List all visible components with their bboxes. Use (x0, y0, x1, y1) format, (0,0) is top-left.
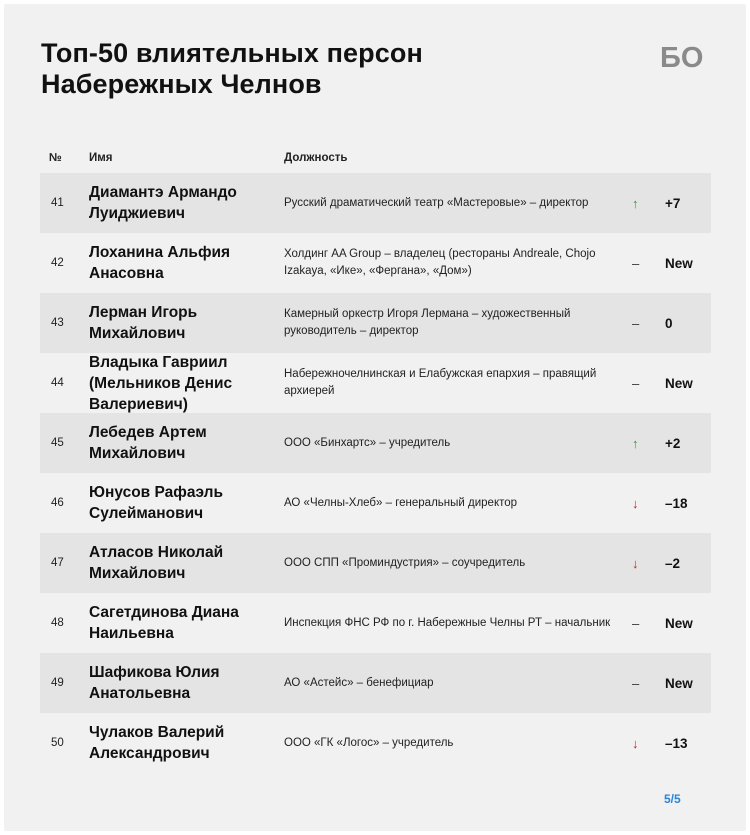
rank-change: 0 (665, 315, 673, 331)
row-number: 42 (51, 257, 64, 269)
header-position: Должность (284, 152, 348, 164)
person-name: Владыка Гавриил (Мельников Денис Валериевич) (89, 353, 233, 413)
person-name: Юнусов Рафаэль Сулейманович (89, 484, 223, 522)
header-num: № (49, 152, 62, 164)
arrow-up-icon: ↑ (632, 195, 639, 211)
person-name: Сагетдинова Диана Наильевна (89, 604, 239, 642)
arrow-down-icon: ↓ (632, 495, 639, 511)
row-number: 45 (51, 437, 64, 449)
rank-change: New (665, 615, 693, 631)
person-position: Набережночелнинская и Елабужская епархия – правящий архиерей (284, 368, 597, 397)
table-row (40, 353, 711, 413)
table-row (40, 533, 711, 593)
rank-change: –2 (665, 555, 681, 571)
person-name: Лерман Игорь Михайлович (89, 304, 198, 342)
row-number: 41 (51, 197, 64, 209)
person-name: Атласов Николай Михайлович (89, 544, 224, 582)
person-position: Холдинг AA Group – владелец (рестораны Andreale, Chojo Izakaya, «Ике», «Фергана», «Дом») (284, 248, 596, 277)
person-position: АО «Астейс» – бенефициар (284, 676, 434, 689)
person-name: Шафикова Юлия Анатольевна (89, 664, 220, 702)
table-row (40, 713, 711, 773)
arrow-up-icon: ↑ (632, 435, 639, 451)
row-number: 43 (51, 317, 64, 329)
row-number: 44 (51, 377, 64, 389)
person-name: Чулаков Валерий Александрович (89, 724, 225, 762)
rank-change: New (665, 375, 693, 391)
dash-icon: – (632, 615, 640, 631)
page-indicator: 5/5 (664, 792, 681, 806)
person-name: Лоханина Альфия Анасовна (89, 244, 231, 282)
arrow-down-icon: ↓ (632, 735, 639, 751)
person-name: Лебедев Артем Михайлович (89, 424, 207, 462)
table-row (40, 413, 711, 473)
rank-change: New (665, 255, 693, 271)
rank-change: +2 (665, 435, 681, 451)
person-position: ООО «Бинхартс» – учредитель (284, 436, 451, 449)
rank-change: –18 (665, 495, 688, 511)
dash-icon: – (632, 255, 640, 271)
table-row (40, 653, 711, 713)
logo-text: БО (660, 42, 704, 72)
person-position: Русский драматический театр «Мастеровые» – директор (284, 196, 589, 209)
row-number: 50 (51, 737, 64, 749)
person-position: АО «Челны-Хлеб» – генеральный директор (284, 496, 518, 509)
table-row (40, 293, 711, 353)
rank-change: New (665, 675, 693, 691)
table-row (40, 593, 711, 653)
page-title: Топ-50 влиятельных персон Набережных Челнов (41, 38, 423, 99)
bo-logo-icon (660, 42, 712, 72)
dash-icon: – (632, 315, 640, 331)
table-row (40, 473, 711, 533)
row-number: 47 (51, 557, 64, 569)
arrow-down-icon: ↓ (632, 555, 639, 571)
dash-icon: – (632, 675, 640, 691)
person-name: Диамантэ Армандо Луиджиевич (89, 184, 237, 222)
person-position: ООО СПП «Проминдустрия» – соучредитель (284, 556, 526, 569)
rank-change: –13 (665, 735, 688, 751)
row-number: 48 (51, 617, 64, 629)
rank-change: +7 (665, 195, 681, 211)
person-position: ООО «ГК «Логос» – учредитель (284, 736, 454, 749)
table-row (40, 233, 711, 293)
row-number: 46 (51, 497, 64, 509)
header-name: Имя (89, 152, 113, 164)
person-position: Инспекция ФНС РФ по г. Набережные Челны РТ – начальник (284, 616, 611, 629)
table-row (40, 173, 711, 233)
dash-icon: – (632, 375, 640, 391)
person-position: Камерный оркестр Игоря Лермана – художественный руководитель – директор (284, 308, 571, 337)
row-number: 49 (51, 677, 64, 689)
